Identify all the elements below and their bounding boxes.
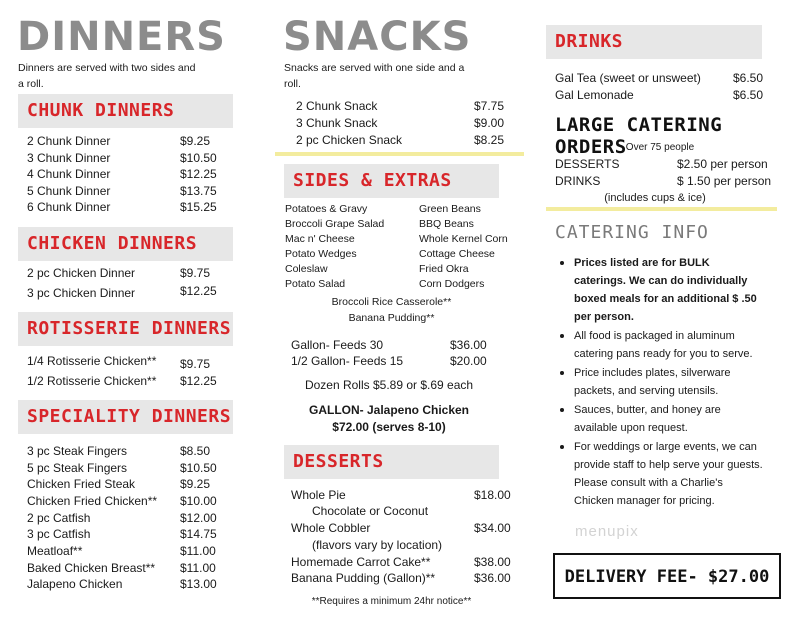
catering-subtitle: Over 75 people: [625, 142, 695, 153]
dinners-intro: [18, 60, 195, 92]
desserts-header: [284, 445, 499, 479]
divider: [275, 152, 524, 156]
menu-item: 2 pc Chicken Dinner: [27, 266, 136, 280]
menu-price: $12.25: [180, 284, 217, 298]
catering-info-item: Price includes plates, silverware packets, and serving utensils.: [556, 364, 764, 400]
catering-info-item: Sauces, butter, and honey are available upon request.: [556, 401, 764, 437]
divider: [546, 207, 777, 211]
jalapeno-gallon: GALLON- Jalapeno Chicken: [308, 403, 470, 417]
catering-info-list: [556, 254, 764, 511]
side-item: Potato Wedges: [285, 248, 357, 260]
menu-item: 5 Chunk Dinner: [27, 184, 111, 198]
menu-item: Chicken Fried Chicken**: [27, 494, 158, 508]
side-item: Whole Kernel Corn: [419, 233, 508, 245]
menu-item: 1/2 Gallon- Feeds 15: [291, 354, 404, 368]
menu-item: 4 Chunk Dinner: [27, 167, 111, 181]
menu-price: $12.25: [180, 167, 217, 181]
menu-item-note: Chocolate or Coconut: [312, 504, 429, 518]
menu-price: $36.00: [474, 571, 511, 585]
rotisserie-dinners-header: [18, 312, 233, 346]
menu-item: Jalapeno Chicken: [27, 577, 123, 591]
menu-price: $13.00: [180, 577, 217, 591]
menu-price: $9.25: [180, 477, 211, 491]
menu-item: 2 Chunk Dinner: [27, 134, 111, 148]
side-item: BBQ Beans: [419, 218, 474, 230]
side-item: Potato Salad: [285, 278, 346, 290]
snacks-title: SNACKS: [283, 14, 472, 60]
menu-price: $9.00: [474, 116, 505, 130]
side-item: Fried Okra: [419, 263, 469, 275]
menu-item: Gallon- Feeds 30: [291, 338, 384, 352]
catering-note: (includes cups & ice): [604, 192, 706, 204]
menu-price: $12.00: [180, 511, 217, 525]
menu-price: $13.75: [180, 184, 217, 198]
side-item: Coleslaw: [285, 263, 328, 275]
menu-item: 1/4 Rotisserie Chicken**: [27, 354, 157, 368]
side-item: Green Beans: [419, 203, 481, 215]
notice-footnote: **Requires a minimum 24hr notice**: [311, 596, 472, 607]
menu-price: $8.50: [180, 444, 211, 458]
watermark: menupix: [575, 523, 639, 540]
menu-item: Meatloaf**: [27, 544, 83, 558]
snacks-intro-line: roll.: [284, 78, 301, 90]
menu-item: Banana Pudding (Gallon)**: [291, 571, 436, 585]
chunk-dinners-header: [18, 94, 233, 128]
side-item: Broccoli Grape Salad: [285, 218, 385, 230]
menu-item: Whole Cobbler: [291, 521, 371, 535]
menu-item: 1/2 Rotisserie Chicken**: [27, 374, 157, 388]
snacks-intro: [284, 60, 464, 92]
catering-info-title: CATERING INFO: [555, 222, 709, 243]
menu-price: $9.75: [180, 266, 211, 280]
menu-item: Whole Pie: [291, 488, 346, 502]
menu-price: $20.00: [450, 354, 487, 368]
menu-item: 2 pc Chicken Snack: [296, 133, 403, 147]
menu-item: 3 pc Chicken Dinner: [27, 286, 136, 300]
side-item: Corn Dodgers: [419, 278, 485, 290]
menu-item: 3 pc Steak Fingers: [27, 444, 128, 458]
menu-item: DRINKS: [555, 174, 601, 188]
drinks-header-label: DRINKS: [555, 31, 624, 52]
menu-price: $9.25: [180, 134, 211, 148]
jalapeno-gallon-price: $72.00 (serves 8-10): [332, 420, 446, 434]
catering-info-item: Prices listed are for BULK caterings. We can do individually boxed meals for an additional $ .50 per person.: [556, 254, 764, 326]
menu-item: 3 Chunk Snack: [296, 116, 378, 130]
chicken-dinners-header-label: CHICKEN DINNERS: [27, 233, 198, 254]
side-item: Banana Pudding**: [348, 312, 435, 324]
menu-price: $2.50 per person: [677, 157, 768, 171]
desserts-header-label: DESSERTS: [293, 451, 384, 472]
catering-info-item: For weddings or large events, we can provide staff to help serve your guests. Please consult with a Charlie's Chicken manager for pricing.: [556, 438, 764, 510]
drinks-header: [546, 25, 762, 59]
menu-price: $10.50: [180, 151, 217, 165]
menu-price: $34.00: [474, 521, 511, 535]
menu-price: $18.00: [474, 488, 511, 502]
menu-item-note: (flavors vary by location): [312, 538, 443, 552]
menu-item: Chicken Fried Steak: [27, 477, 136, 491]
menu-item: 2 pc Catfish: [27, 511, 91, 525]
dinners-intro-line: Dinners are served with two sides and: [18, 62, 196, 74]
delivery-fee-label: DELIVERY FEE- $27.00: [564, 567, 770, 587]
menu-price: $11.00: [180, 561, 216, 575]
sides-extras-header-label: SIDES & EXTRAS: [293, 170, 452, 191]
side-item: Potatoes & Gravy: [285, 203, 368, 215]
menu-price: $7.75: [474, 99, 505, 113]
menu-price: $15.25: [180, 200, 217, 214]
side-item: Cottage Cheese: [419, 248, 495, 260]
dinners-title: DINNERS: [17, 14, 226, 60]
menu-item: 6 Chunk Dinner: [27, 200, 111, 214]
menu-item: Gal Lemonade: [555, 88, 634, 102]
menu-item: 3 pc Catfish: [27, 527, 91, 541]
speciality-dinners-header: [18, 400, 233, 434]
menu-price: $9.75: [180, 357, 211, 371]
menu-price: $6.50: [733, 88, 764, 102]
catering-info-item: All food is packaged in aluminum catering pans ready for you to serve.: [556, 327, 764, 363]
side-item: Mac n' Cheese: [285, 233, 355, 245]
delivery-fee-box: [553, 553, 781, 599]
sides-extras-header: [284, 164, 499, 198]
menu-item: 3 Chunk Dinner: [27, 151, 111, 165]
menu-price: $10.50: [180, 461, 217, 475]
chicken-dinners-header: [18, 227, 233, 261]
menu-item: Gal Tea (sweet or unsweet): [555, 71, 701, 85]
menu-price: $11.00: [180, 544, 216, 558]
menu-price: $10.00: [180, 494, 217, 508]
side-item: Broccoli Rice Casserole**: [331, 296, 452, 308]
chunk-dinners-header-label: CHUNK DINNERS: [27, 100, 175, 121]
menu-price: $38.00: [474, 555, 511, 569]
menu-price: $14.75: [180, 527, 217, 541]
snacks-intro-line: Snacks are served with one side and a: [284, 62, 465, 74]
menu-price: $ 1.50 per person: [677, 174, 772, 188]
menu-price: $6.50: [733, 71, 764, 85]
menu-item: DESSERTS: [555, 157, 620, 171]
speciality-dinners-header-label: SPECIALITY DINNERS: [27, 406, 232, 427]
dinners-intro-line: a roll.: [18, 78, 44, 90]
menu-price: $12.25: [180, 374, 217, 388]
menu-item: Baked Chicken Breast**: [27, 561, 156, 575]
rotisserie-dinners-header-label: ROTISSERIE DINNERS: [27, 318, 232, 339]
menu-item: Homemade Carrot Cake**: [291, 555, 431, 569]
menu-price: $36.00: [450, 338, 487, 352]
menu-item: 2 Chunk Snack: [296, 99, 378, 113]
dozen-rolls: Dozen Rolls $5.89 or $.69 each: [304, 378, 474, 392]
menu-item: 5 pc Steak Fingers: [27, 461, 128, 475]
menu-price: $8.25: [474, 133, 505, 147]
large-catering-title: LARGE CATERING ORDERS: [555, 114, 723, 158]
